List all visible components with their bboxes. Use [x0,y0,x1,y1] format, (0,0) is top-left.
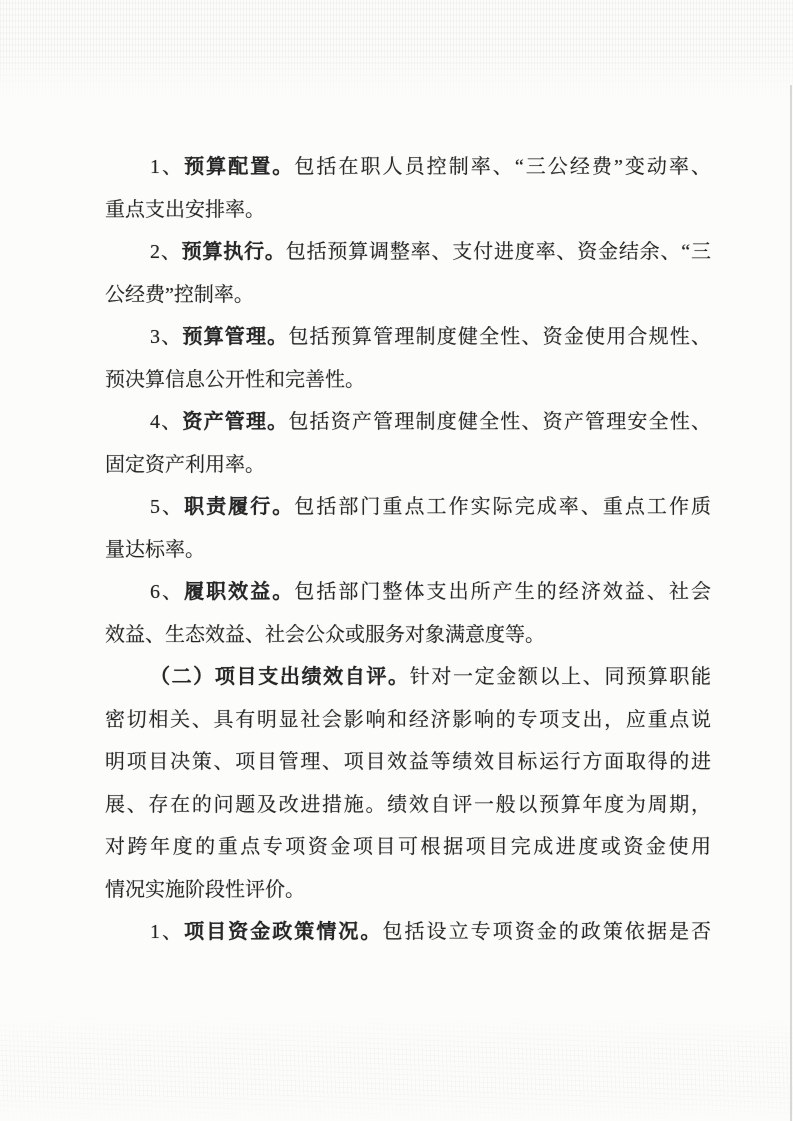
text-line [105,911,711,954]
text-segment: 展、存在的问题及改进措施。绩效自评一般以预算年度为周期， [105,793,711,816]
text-line [105,529,711,572]
heading-term: 履职效益。 [184,581,295,603]
text-line [105,656,711,699]
text-segment: 固定资产利用率。 [105,453,265,476]
text-segment: 效益、生态效益、社会公众或服务对象满意度等。 [105,623,545,646]
heading-term: 项目资金政策情况。 [184,921,383,943]
scan-noise-top [0,0,793,100]
text-line [105,869,711,912]
text-segment: 4、 [150,411,183,433]
text-line [105,826,711,869]
text-line [105,699,711,742]
heading-term: 预算执行。 [181,241,286,263]
text-segment: 包括设立专项资金的政策依据是否 [382,921,712,943]
text-segment: 6、 [150,581,185,603]
text-segment: 包括预算管理制度健全性、资金使用合规性、 [288,326,712,348]
text-segment: 对跨年度的重点专项资金项目可根据项目完成进度或资金使用 [105,836,711,858]
text-segment: 包括部门重点工作实际完成率、重点工作质 [294,496,712,518]
text-segment: 包括在职人员控制率、“三公经费”变动率、 [294,156,712,178]
text-line [105,486,711,529]
heading-term: 预算管理。 [182,326,289,348]
text-segment: 公经费”控制率。 [105,283,254,306]
heading-term: （二）项目支出绩效自评。 [150,666,410,688]
text-segment: 量达标率。 [105,538,205,561]
text-line [105,146,711,189]
text-segment: 明项目决策、项目管理、项目效益等绩效目标运行方面取得的进 [105,751,711,773]
text-segment: 1、 [150,921,185,943]
text-line [105,401,711,444]
heading-term: 资产管理。 [182,411,289,433]
text-segment: 包括预算调整率、支付进度率、资金结余、“三 [285,241,712,263]
text-line [105,274,711,317]
text-line [105,784,711,827]
text-segment: 2、 [150,241,182,263]
text-segment: 3、 [150,326,183,348]
text-segment: 1、 [150,156,185,178]
text-segment: 预决算信息公开性和完善性。 [105,368,365,391]
text-line [105,359,711,402]
text-segment: 密切相关、具有明显社会影响和经济影响的专项支出，应重点说 [105,708,711,731]
heading-term: 职责履行。 [184,496,295,518]
text-line [105,189,711,232]
text-segment: 重点支出安排率。 [105,198,265,221]
scan-noise-bottom [0,1015,793,1121]
text-segment: 情况实施阶段性评价。 [105,878,305,901]
text-segment: 包括资产管理制度健全性、资产管理安全性、 [288,411,712,433]
document-text-block [105,146,711,954]
text-line [105,741,711,784]
heading-term: 预算配置。 [184,156,295,178]
text-line [105,444,711,487]
text-segment: 5、 [150,496,185,518]
scan-edge-line [790,85,792,1121]
text-line [105,614,711,657]
text-line [105,316,711,359]
text-line [105,571,711,614]
text-line [105,231,711,274]
text-segment: 针对一定金额以上、同预算职能 [409,666,712,688]
text-segment: 包括部门整体支出所产生的经济效益、社会 [294,581,712,603]
